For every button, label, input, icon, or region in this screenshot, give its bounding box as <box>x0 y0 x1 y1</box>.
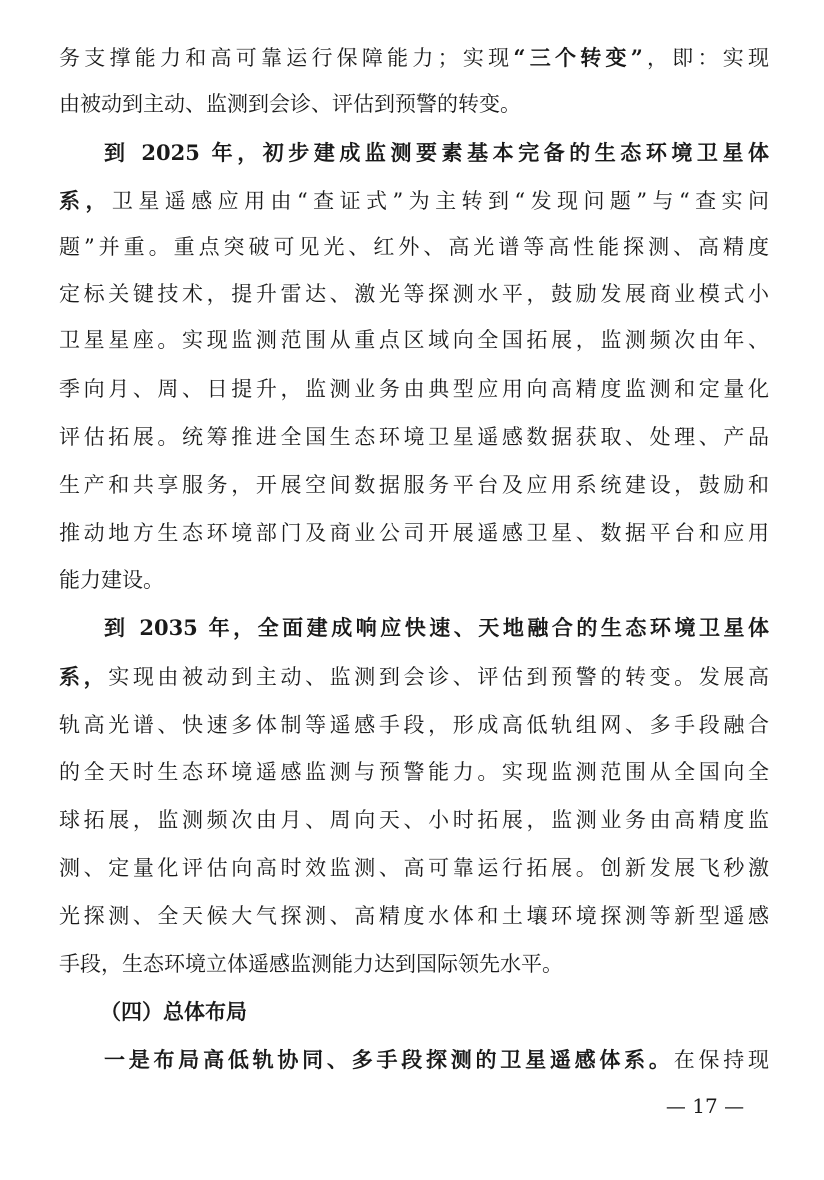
paragraph-line: 定标关键技术，提升雷达、激光等探测水平，鼓励发展商业模式小 <box>59 282 769 306</box>
text-run: 在保持现 <box>673 1048 769 1072</box>
paragraph-line <box>59 181 769 221</box>
paragraph-line: 轨高光谱、快速多体制等遥感手段，形成高低轨组网、多手段融合 <box>59 713 769 737</box>
paragraph-lead-line: 到 2025 年，初步建成监测要素基本完备的生态环境卫星体 <box>104 140 769 165</box>
paragraph-line: 题”并重。重点突破可见光、红外、高光谱等高性能探测、高精度 <box>59 235 769 259</box>
paragraph-line: 卫星星座。实现监测范围从重点区域向全国拓展，监测频次由年、 <box>59 328 769 352</box>
paragraph-line: 手段，生态环境立体遥感监测能力达到国际领先水平。 <box>59 952 563 976</box>
bold-text: 系， <box>59 664 109 689</box>
paragraph-line: 评估拓展。统筹推进全国生态环境卫星遥感数据获取、处理、产品 <box>59 425 769 449</box>
paragraph-line: 测、定量化评估向高时效监测、高可靠运行拓展。创新发展飞秒激 <box>59 856 769 880</box>
bold-text: 系， <box>59 188 112 213</box>
paragraph-line: 季向月、周、日提升，监测业务由典型应用向高精度监测和定量化 <box>59 377 769 401</box>
text-run: 卫星遥感应用由“查证式”为主转到“发现问题”与“查实问 <box>111 189 769 213</box>
paragraph-lead-line: 到 2035 年，全面建成响应快速、天地融合的生态环境卫星体 <box>104 615 769 640</box>
bold-text: 一是布局高低轨协同、多手段探测的卫星遥感体系。 <box>104 1047 674 1072</box>
paragraph-line: 的全天时生态环境遥感监测与预警能力。实现监测范围从全国向全 <box>59 760 769 784</box>
paragraph-line: 生产和共享服务，开展空间数据服务平台及应用系统建设，鼓励和 <box>59 473 769 497</box>
paragraph-line <box>59 38 769 78</box>
emphasis-text: “三个转变” <box>513 45 643 70</box>
paragraph-lead-line <box>104 1040 769 1080</box>
paragraph-line: 推动地方生态环境部门及商业公司开展遥感卫星、数据平台和应用 <box>59 521 769 545</box>
paragraph-line: 能力建设。 <box>59 568 164 592</box>
text-run: 实现由被动到主动、监测到会诊、评估到预警的转变。发展高 <box>108 665 769 689</box>
text-run: ，即：实现 <box>642 46 769 70</box>
paragraph-line: 光探测、全天候大气探测、高精度水体和土壤环境探测等新型遥感 <box>59 904 769 928</box>
paragraph-line: 球拓展，监测频次由月、周向天、小时拓展，监测业务由高精度监 <box>59 808 769 832</box>
paragraph-line <box>59 657 769 697</box>
text-run: 务支撑能力和高可靠运行保障能力；实现 <box>59 46 514 70</box>
paragraph-line: 由被动到主动、监测到会诊、评估到预警的转变。 <box>59 92 521 116</box>
section-heading: （四）总体布局 <box>100 999 247 1024</box>
page-number: — 17 — <box>665 1094 745 1118</box>
